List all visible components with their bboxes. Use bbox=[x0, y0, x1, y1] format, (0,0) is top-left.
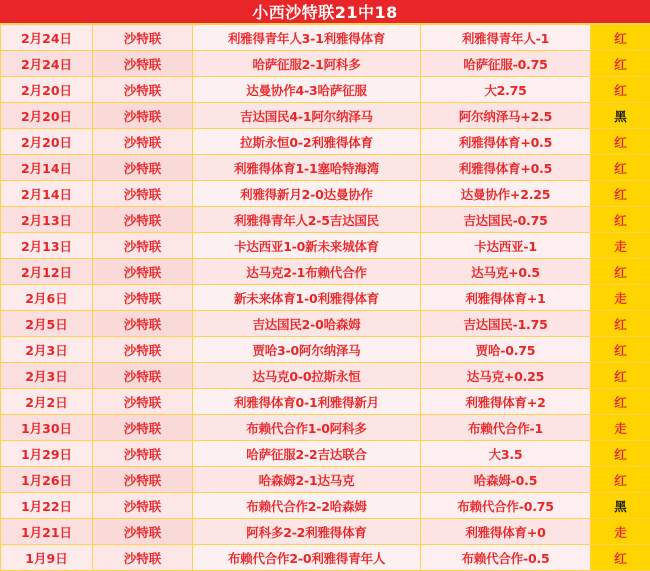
league-name: 沙特联 bbox=[93, 389, 193, 415]
handicap-pick: 吉达国民-0.75 bbox=[421, 207, 591, 233]
match-fixture: 阿科多2-2利雅得体育 bbox=[193, 519, 421, 545]
page-title: 小西沙特联21中18 bbox=[0, 0, 650, 24]
match-fixture: 达曼协作4-3哈萨征服 bbox=[193, 77, 421, 103]
result-badge: 红 bbox=[591, 467, 650, 493]
league-name: 沙特联 bbox=[93, 129, 193, 155]
league-name: 沙特联 bbox=[93, 285, 193, 311]
result-badge: 红 bbox=[591, 311, 650, 337]
match-fixture: 拉斯永恒0-2利雅得体育 bbox=[193, 129, 421, 155]
result-badge: 走 bbox=[591, 233, 650, 259]
league-name: 沙特联 bbox=[93, 155, 193, 181]
table-row bbox=[1, 233, 650, 259]
table-body bbox=[1, 25, 650, 571]
result-badge: 红 bbox=[591, 51, 650, 77]
handicap-pick: 利雅得体育+0.5 bbox=[421, 155, 591, 181]
match-date: 2月2日 bbox=[1, 389, 93, 415]
league-name: 沙特联 bbox=[93, 337, 193, 363]
match-fixture: 利雅得体育0-1利雅得新月 bbox=[193, 389, 421, 415]
result-badge: 红 bbox=[591, 155, 650, 181]
handicap-pick: 布赖代合作-0.5 bbox=[421, 545, 591, 571]
match-fixture: 布赖代合作1-0阿科多 bbox=[193, 415, 421, 441]
table-row bbox=[1, 363, 650, 389]
handicap-pick: 大2.75 bbox=[421, 77, 591, 103]
league-name: 沙特联 bbox=[93, 311, 193, 337]
match-date: 2月24日 bbox=[1, 25, 93, 51]
league-name: 沙特联 bbox=[93, 545, 193, 571]
league-name: 沙特联 bbox=[93, 363, 193, 389]
match-fixture: 布赖代合作2-0利雅得青年人 bbox=[193, 545, 421, 571]
match-date: 2月14日 bbox=[1, 181, 93, 207]
result-badge: 红 bbox=[591, 129, 650, 155]
handicap-pick: 达马克+0.25 bbox=[421, 363, 591, 389]
result-badge: 红 bbox=[591, 545, 650, 571]
handicap-pick: 利雅得体育+0.5 bbox=[421, 129, 591, 155]
handicap-pick: 利雅得体育+0 bbox=[421, 519, 591, 545]
match-fixture: 贾哈3-0阿尔纳泽马 bbox=[193, 337, 421, 363]
match-fixture: 卡达西亚1-0新未来城体育 bbox=[193, 233, 421, 259]
table-row bbox=[1, 493, 650, 519]
match-date: 1月29日 bbox=[1, 441, 93, 467]
match-results-table bbox=[0, 24, 650, 571]
result-badge: 走 bbox=[591, 519, 650, 545]
handicap-pick: 达马克+0.5 bbox=[421, 259, 591, 285]
handicap-pick: 利雅得体育+2 bbox=[421, 389, 591, 415]
league-name: 沙特联 bbox=[93, 233, 193, 259]
match-date: 1月9日 bbox=[1, 545, 93, 571]
match-date: 2月24日 bbox=[1, 51, 93, 77]
handicap-pick: 大3.5 bbox=[421, 441, 591, 467]
match-date: 2月13日 bbox=[1, 233, 93, 259]
handicap-pick: 吉达国民-1.75 bbox=[421, 311, 591, 337]
match-fixture: 达马克0-0拉斯永恒 bbox=[193, 363, 421, 389]
match-date: 1月30日 bbox=[1, 415, 93, 441]
handicap-pick: 利雅得体育+1 bbox=[421, 285, 591, 311]
table-row bbox=[1, 311, 650, 337]
result-badge: 红 bbox=[591, 337, 650, 363]
result-badge: 红 bbox=[591, 363, 650, 389]
handicap-pick: 贾哈-0.75 bbox=[421, 337, 591, 363]
match-date: 2月20日 bbox=[1, 103, 93, 129]
table-row bbox=[1, 259, 650, 285]
table-row bbox=[1, 77, 650, 103]
match-date: 1月22日 bbox=[1, 493, 93, 519]
league-name: 沙特联 bbox=[93, 181, 193, 207]
match-date: 2月6日 bbox=[1, 285, 93, 311]
handicap-pick: 布赖代合作-0.75 bbox=[421, 493, 591, 519]
result-badge: 红 bbox=[591, 259, 650, 285]
league-name: 沙特联 bbox=[93, 51, 193, 77]
result-badge: 黑 bbox=[591, 493, 650, 519]
match-date: 2月5日 bbox=[1, 311, 93, 337]
table-row bbox=[1, 545, 650, 571]
table-row bbox=[1, 103, 650, 129]
table-row bbox=[1, 207, 650, 233]
league-name: 沙特联 bbox=[93, 77, 193, 103]
table-row bbox=[1, 129, 650, 155]
table-row bbox=[1, 519, 650, 545]
table-row bbox=[1, 467, 650, 493]
match-fixture: 利雅得新月2-0达曼协作 bbox=[193, 181, 421, 207]
match-fixture: 利雅得青年人2-5吉达国民 bbox=[193, 207, 421, 233]
match-fixture: 哈萨征服2-1阿科多 bbox=[193, 51, 421, 77]
result-badge: 红 bbox=[591, 207, 650, 233]
result-badge: 黑 bbox=[591, 103, 650, 129]
table-row bbox=[1, 25, 650, 51]
league-name: 沙特联 bbox=[93, 519, 193, 545]
league-name: 沙特联 bbox=[93, 207, 193, 233]
handicap-pick: 利雅得青年人-1 bbox=[421, 25, 591, 51]
league-name: 沙特联 bbox=[93, 259, 193, 285]
result-badge: 红 bbox=[591, 181, 650, 207]
handicap-pick: 哈森姆-0.5 bbox=[421, 467, 591, 493]
match-fixture: 哈萨征服2-2吉达联合 bbox=[193, 441, 421, 467]
handicap-pick: 达曼协作+2.25 bbox=[421, 181, 591, 207]
match-date: 1月21日 bbox=[1, 519, 93, 545]
match-fixture: 吉达国民4-1阿尔纳泽马 bbox=[193, 103, 421, 129]
result-badge: 红 bbox=[591, 441, 650, 467]
match-fixture: 哈森姆2-1达马克 bbox=[193, 467, 421, 493]
league-name: 沙特联 bbox=[93, 467, 193, 493]
result-badge: 红 bbox=[591, 25, 650, 51]
match-date: 2月20日 bbox=[1, 129, 93, 155]
match-date: 2月20日 bbox=[1, 77, 93, 103]
table-row bbox=[1, 415, 650, 441]
match-date: 2月13日 bbox=[1, 207, 93, 233]
match-fixture: 新未来体育1-0利雅得体育 bbox=[193, 285, 421, 311]
match-fixture: 吉达国民2-0哈森姆 bbox=[193, 311, 421, 337]
match-fixture: 利雅得体育1-1塞哈特海湾 bbox=[193, 155, 421, 181]
league-name: 沙特联 bbox=[93, 25, 193, 51]
table-row bbox=[1, 285, 650, 311]
match-date: 2月12日 bbox=[1, 259, 93, 285]
table-row bbox=[1, 155, 650, 181]
league-name: 沙特联 bbox=[93, 415, 193, 441]
match-fixture: 布赖代合作2-2哈森姆 bbox=[193, 493, 421, 519]
handicap-pick: 哈萨征服-0.75 bbox=[421, 51, 591, 77]
match-date: 1月26日 bbox=[1, 467, 93, 493]
match-date: 2月3日 bbox=[1, 363, 93, 389]
league-name: 沙特联 bbox=[93, 103, 193, 129]
match-fixture: 利雅得青年人3-1利雅得体育 bbox=[193, 25, 421, 51]
league-name: 沙特联 bbox=[93, 441, 193, 467]
result-badge: 红 bbox=[591, 77, 650, 103]
match-date: 2月14日 bbox=[1, 155, 93, 181]
table-row bbox=[1, 181, 650, 207]
match-date: 2月3日 bbox=[1, 337, 93, 363]
match-fixture: 达马克2-1布赖代合作 bbox=[193, 259, 421, 285]
handicap-pick: 卡达西亚-1 bbox=[421, 233, 591, 259]
table-row bbox=[1, 51, 650, 77]
result-badge: 走 bbox=[591, 285, 650, 311]
table-row bbox=[1, 389, 650, 415]
handicap-pick: 布赖代合作-1 bbox=[421, 415, 591, 441]
table-row bbox=[1, 337, 650, 363]
result-badge: 走 bbox=[591, 415, 650, 441]
handicap-pick: 阿尔纳泽马+2.5 bbox=[421, 103, 591, 129]
result-badge: 红 bbox=[591, 389, 650, 415]
league-name: 沙特联 bbox=[93, 493, 193, 519]
table-row bbox=[1, 441, 650, 467]
